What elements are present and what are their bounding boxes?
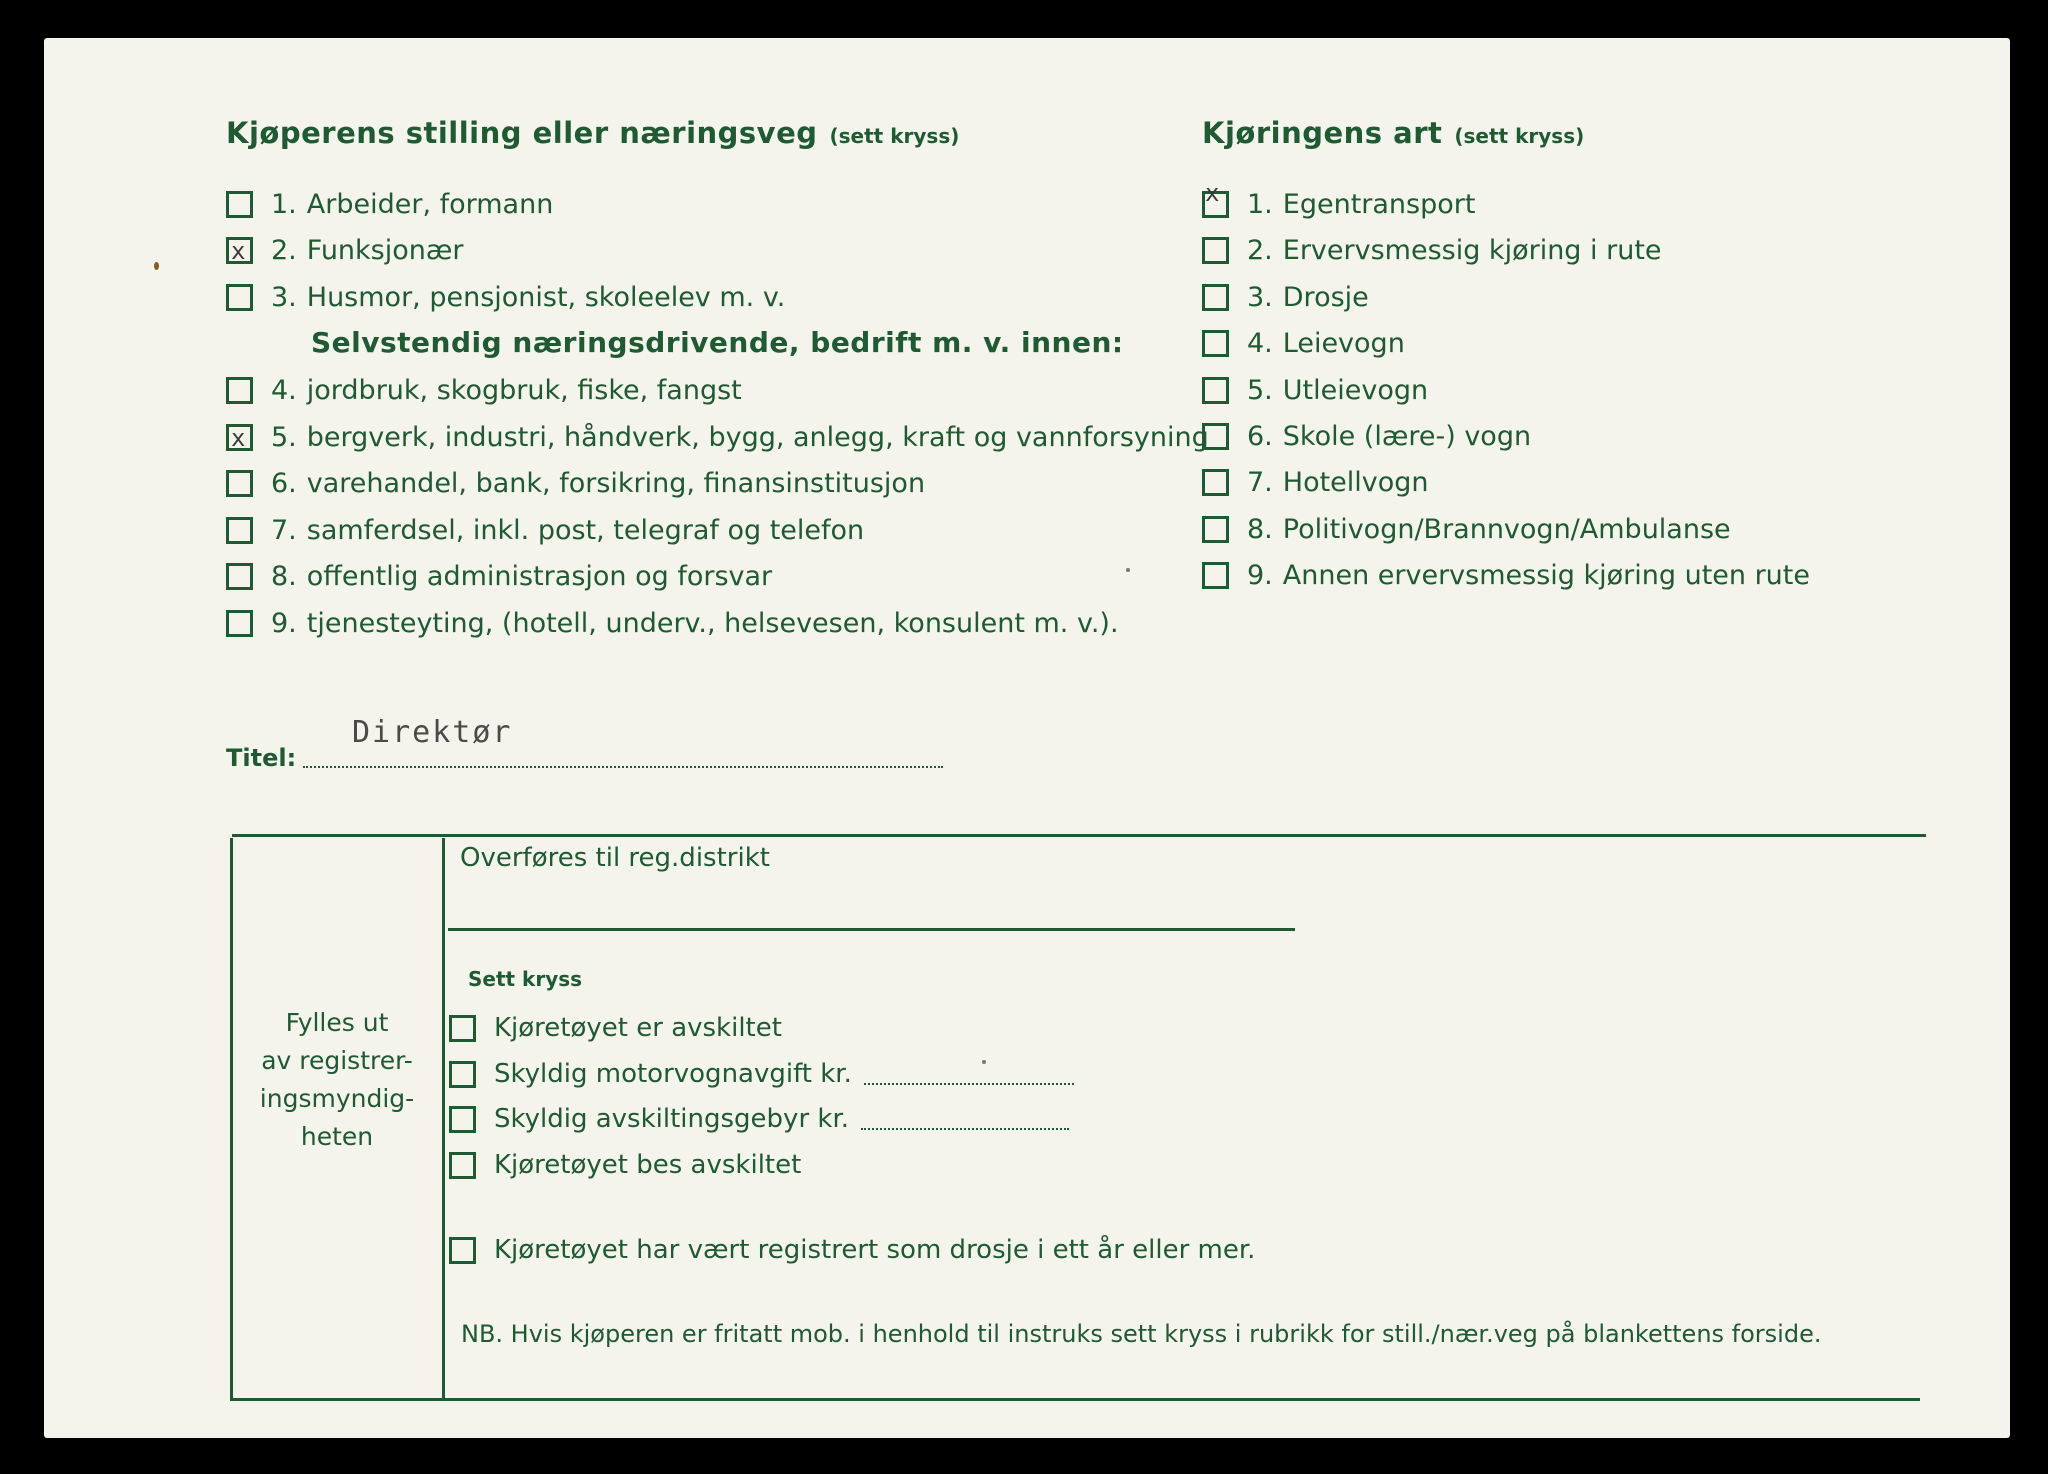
item-label: samferdsel, inkl. post, telegraf og telefon [306, 514, 865, 546]
transfer-district-input-line[interactable] [448, 928, 1295, 931]
checkbox[interactable] [226, 563, 253, 590]
left-section-heading [226, 116, 959, 150]
driving-type-item-2[interactable] [1202, 232, 1662, 268]
item-number: 7. [271, 514, 297, 546]
item-label: varehandel, bank, forsikring, finansinstitusjon [306, 467, 926, 499]
item-label: Drosje [1282, 281, 1369, 313]
item-label: Politivogn/Brannvogn/Ambulanse [1282, 513, 1731, 545]
item-label: Egentransport [1282, 188, 1476, 220]
right-heading-text: Kjøringens art [1202, 116, 1443, 150]
occupation-item-2[interactable] [226, 232, 464, 268]
item-number: 5. [1247, 374, 1273, 406]
checkbox[interactable] [1202, 423, 1229, 450]
checkbox[interactable] [1202, 516, 1229, 543]
self-employed-subheading: Selvstendig næringsdrivende, bedrift m. v. innen: [311, 326, 1124, 359]
registry-check-4[interactable] [449, 1147, 801, 1183]
item-number: 9. [271, 607, 297, 639]
checkbox[interactable] [226, 377, 253, 404]
side-label-line: av registrer- [261, 1046, 413, 1075]
item-number: 5. [271, 421, 297, 453]
item-label: Annen ervervsmessig kjøring uten rute [1282, 559, 1810, 591]
checkbox[interactable] [226, 470, 253, 497]
item-label: Ervervsmessig kjøring i rute [1282, 234, 1662, 266]
item-number: 1. [271, 188, 297, 220]
registry-box-bottom-border [230, 1398, 1920, 1401]
item-number: 8. [1247, 513, 1273, 545]
item-number: 4. [1247, 327, 1273, 359]
driving-type-item-7[interactable] [1202, 464, 1429, 500]
check-label: Kjøretøyet bes avskiltet [494, 1150, 802, 1180]
registry-side-label [230, 1004, 444, 1156]
item-label: Utleievogn [1282, 374, 1429, 406]
title-field-label: Titel: [226, 744, 297, 772]
driving-type-item-4[interactable] [1202, 325, 1405, 361]
side-label-line: ingsmyndig- [259, 1084, 415, 1113]
transfer-district-label: Overføres til reg.distrikt [460, 843, 770, 873]
side-label-line: heten [300, 1122, 374, 1151]
checkbox[interactable] [1202, 237, 1229, 264]
x-mark: x [231, 236, 246, 265]
checkbox[interactable] [226, 191, 253, 218]
item-label: bergverk, industri, håndverk, bygg, anlegg, kraft og vannforsyning [306, 421, 1209, 453]
item-label: Funksjonær [306, 234, 464, 266]
registry-check-2[interactable] [449, 1056, 1074, 1092]
checkbox[interactable] [449, 1015, 476, 1042]
cross-note: Sett kryss [468, 967, 583, 991]
side-label-line: Fylles ut [285, 1008, 389, 1037]
checkbox[interactable] [226, 284, 253, 311]
item-number: 9. [1247, 559, 1273, 591]
checkbox[interactable] [1202, 377, 1229, 404]
checkbox-checked[interactable] [226, 237, 253, 264]
registry-check-3[interactable] [449, 1101, 1069, 1137]
item-number: 6. [1247, 420, 1273, 452]
occupation-item-4[interactable] [226, 372, 742, 408]
item-label: tjenesteyting, (hotell, underv., helsevesen, konsulent m. v.). [306, 607, 1119, 639]
occupation-item-6[interactable] [226, 465, 925, 501]
item-number: 7. [1247, 466, 1273, 498]
checkbox[interactable] [1202, 284, 1229, 311]
x-mark: x [1205, 178, 1220, 207]
check-label: Skyldig motorvognavgift kr. [494, 1059, 852, 1089]
registry-box-top-border [232, 834, 1926, 837]
checkbox-checked[interactable] [226, 424, 253, 451]
item-number: 4. [271, 374, 297, 406]
check-label: Kjøretøyet er avskiltet [494, 1013, 782, 1043]
driving-type-item-1[interactable] [1202, 178, 1476, 222]
registry-check-1[interactable] [449, 1010, 782, 1046]
title-field-value[interactable]: Direktør [352, 715, 513, 750]
paper-speck [154, 262, 159, 270]
item-label: Hotellvogn [1282, 466, 1429, 498]
item-number: 2. [1247, 234, 1273, 266]
driving-type-item-9[interactable] [1202, 557, 1810, 593]
item-number: 3. [1247, 281, 1273, 313]
checkbox[interactable] [1202, 469, 1229, 496]
checkbox[interactable] [226, 610, 253, 637]
checkbox[interactable] [449, 1237, 476, 1264]
taxi-registration-check[interactable] [449, 1232, 1255, 1268]
left-heading-text: Kjøperens stilling eller næringsveg [226, 116, 818, 150]
checkbox-checked[interactable] [1202, 178, 1229, 218]
item-label: Arbeider, formann [306, 188, 554, 220]
checkbox[interactable] [226, 517, 253, 544]
occupation-item-3[interactable] [226, 279, 785, 315]
item-label: offentlig administrasjon og forsvar [306, 560, 773, 592]
amount-dotted-line[interactable] [861, 1108, 1069, 1130]
item-label: Leievogn [1282, 327, 1405, 359]
occupation-item-7[interactable] [226, 512, 864, 548]
checkbox[interactable] [1202, 562, 1229, 589]
occupation-item-9[interactable] [226, 605, 1119, 641]
paper-speck [982, 1060, 986, 1064]
checkbox[interactable] [449, 1106, 476, 1133]
paper-speck [1126, 568, 1130, 572]
amount-dotted-line[interactable] [864, 1063, 1074, 1085]
driving-type-item-5[interactable] [1202, 372, 1428, 408]
item-number: 6. [271, 467, 297, 499]
item-number: 1. [1247, 188, 1273, 220]
check-label: Kjøretøyet har vært registrert som drosje i ett år eller mer. [494, 1235, 1256, 1265]
driving-type-item-6[interactable] [1202, 418, 1531, 454]
driving-type-item-8[interactable] [1202, 511, 1731, 547]
check-label: Skyldig avskiltingsgebyr kr. [494, 1104, 850, 1134]
item-number: 2. [271, 234, 297, 266]
checkbox[interactable] [1202, 330, 1229, 357]
checkbox[interactable] [449, 1152, 476, 1179]
item-label: Skole (lære-) vogn [1282, 420, 1532, 452]
occupation-item-1[interactable] [226, 186, 553, 222]
title-field-dotted-line [303, 766, 943, 768]
item-label: jordbruk, skogbruk, fiske, fangst [306, 374, 742, 406]
nb-note: NB. Hvis kjøperen er fritatt mob. i henhold til instruks sett kryss i rubrikk for still./nær.veg på blankettens forside. [461, 1320, 1822, 1348]
left-heading-note: (sett kryss) [829, 124, 960, 148]
driving-type-item-3[interactable] [1202, 279, 1369, 315]
right-heading-note: (sett kryss) [1454, 124, 1585, 148]
occupation-item-8[interactable] [226, 558, 772, 594]
checkbox[interactable] [449, 1061, 476, 1088]
right-section-heading [1202, 116, 1584, 150]
item-label: Husmor, pensjonist, skoleelev m. v. [306, 281, 786, 313]
occupation-item-5[interactable] [226, 419, 1209, 455]
item-number: 8. [271, 560, 297, 592]
item-number: 3. [271, 281, 297, 313]
x-mark: x [231, 423, 246, 452]
